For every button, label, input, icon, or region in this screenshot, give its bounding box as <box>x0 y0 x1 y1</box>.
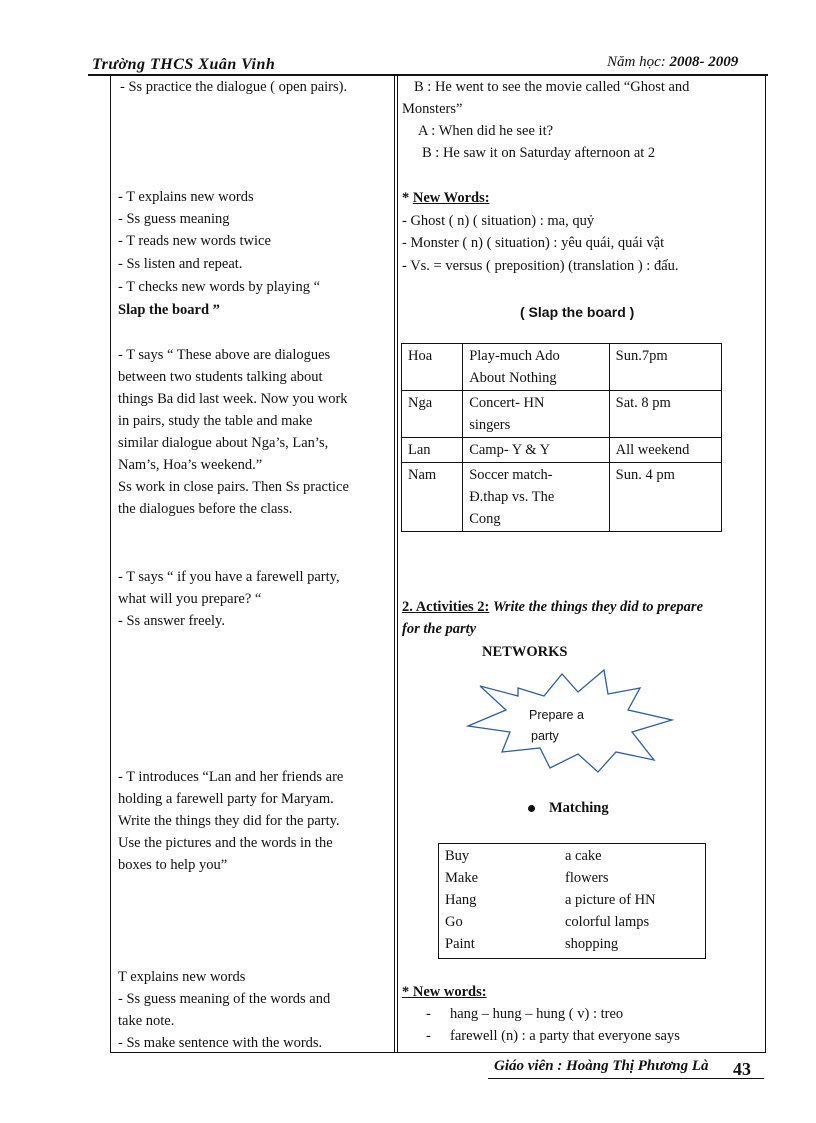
left-line: holding a farewell party for Maryam. <box>118 791 334 807</box>
year-label: Năm học: <box>607 54 666 70</box>
table-cell-time: Sun.7pm <box>609 344 721 391</box>
left-line: in pairs, study the table and make <box>118 413 313 429</box>
match-verb: Hang <box>445 892 477 908</box>
match-verb: Buy <box>445 848 470 864</box>
table-cell-name: Hoa <box>402 344 463 391</box>
vocab-dash: - <box>426 1028 431 1044</box>
match-verb: Go <box>445 914 463 930</box>
left-line: - T reads new words twice <box>118 233 271 249</box>
left-line: between two students talking about <box>118 369 323 385</box>
left-line: the dialogues before the class. <box>118 501 293 517</box>
left-line: - Ss make sentence with the words. <box>118 1035 323 1051</box>
match-object: colorful lamps <box>565 914 650 930</box>
matching-heading: Matching <box>528 797 609 819</box>
page-number: 43 <box>733 1059 751 1079</box>
slap-the-board-title: ( Slap the board ) <box>520 304 635 320</box>
weekend-table <box>401 343 722 532</box>
table-cell-name: Nam <box>402 463 463 532</box>
left-line: - Ss answer freely. <box>118 613 225 629</box>
starburst-text-2: party <box>531 729 559 743</box>
left-line: - T says “ These above are dialogues <box>118 347 331 363</box>
left-line: T explains new words <box>118 969 246 985</box>
new-words-prefix: * <box>402 190 410 206</box>
column-divider <box>394 75 395 1053</box>
starburst-text-1: Prepare a <box>529 708 584 722</box>
vocab-item: - Vs. = versus ( preposition) (translation ) : đấu. <box>402 258 679 274</box>
table-cell-name: Lan <box>402 438 463 463</box>
dialogue-line: B : He saw it on Saturday afternoon at 2 <box>422 145 656 161</box>
vocab-dash: - <box>426 1006 431 1022</box>
vocab-item: hang – hung – hung ( v) : treo <box>450 1006 624 1022</box>
match-object: a cake <box>565 848 602 864</box>
table-cell-event: Concert- HN singers <box>463 391 609 438</box>
table-cell-event: Play-much Ado About Nothing <box>463 344 609 391</box>
left-line: - Ss guess meaning of the words and <box>118 991 331 1007</box>
left-line: take note. <box>118 1013 175 1029</box>
activity-instruction: Write the things they did to prepare <box>493 599 704 615</box>
table-cell-time: All weekend <box>609 438 721 463</box>
left-line: - Ss listen and repeat. <box>118 256 243 272</box>
left-line: - Ss practice the dialogue ( open pairs). <box>120 79 348 95</box>
match-verb: Paint <box>445 936 475 952</box>
vocab-item: - Ghost ( n) ( situation) : ma, quỷ <box>402 213 595 229</box>
school-name: Trường THCS Xuân Vinh <box>92 56 276 73</box>
activity-label: 2. Activities 2: <box>402 599 490 615</box>
column-divider-inner <box>397 75 398 1053</box>
table-cell-event: Camp- Y & Y <box>463 438 609 463</box>
match-verb: Make <box>445 870 479 886</box>
dialogue-line: Monsters” <box>402 101 463 117</box>
table-row <box>402 438 722 463</box>
networks-title: NETWORKS <box>482 644 568 660</box>
left-line: Ss work in close pairs. Then Ss practice <box>118 479 349 495</box>
left-line: - T says “ if you have a farewell party, <box>118 569 340 585</box>
left-line: Nam’s, Hoa’s weekend.” <box>118 457 263 473</box>
bullet-icon <box>528 805 535 812</box>
left-line: - T explains new words <box>118 189 254 205</box>
match-object: a picture of HN <box>565 892 656 908</box>
table-cell-time: Sat. 8 pm <box>609 391 721 438</box>
table-cell-name: Nga <box>402 391 463 438</box>
new-words-heading <box>402 187 490 209</box>
left-line: - Ss guess meaning <box>118 211 230 227</box>
left-line: - T checks new words by playing “ <box>118 279 321 295</box>
dialogue-line: A : When did he see it? <box>418 123 554 139</box>
footer-rule <box>488 1078 764 1079</box>
new-words-heading-2: * New words: <box>402 984 487 1000</box>
left-line: Write the things they did for the party. <box>118 813 340 829</box>
left-line: Slap the board ” <box>118 302 220 318</box>
table-cell-time: Sun. 4 pm <box>609 463 721 532</box>
table-row <box>402 463 722 532</box>
activity-instruction-cont: for the party <box>402 621 477 637</box>
new-words-title: New Words: <box>412 190 490 206</box>
left-line: - T introduces “Lan and her friends are <box>118 769 344 785</box>
vocab-item: - Monster ( n) ( situation) : yêu quái, quái vật <box>402 235 665 251</box>
left-line: what will you prepare? “ <box>118 591 262 607</box>
left-line: boxes to help you” <box>118 857 228 873</box>
activity-heading <box>402 596 703 618</box>
left-line: similar dialogue about Nga’s, Lan’s, <box>118 435 329 451</box>
school-year <box>607 54 738 71</box>
vocab-item: farewell (n) : a party that everyone says <box>450 1028 680 1044</box>
match-object: flowers <box>565 870 609 886</box>
teacher-name: Giáo viên : Hoàng Thị Phương Là <box>494 1058 709 1074</box>
dialogue-line: B : He went to see the movie called “Ghost and <box>414 79 690 95</box>
left-line: Use the pictures and the words in the <box>118 835 333 851</box>
left-line: things Ba did last week. Now you work <box>118 391 348 407</box>
table-cell-event: Soccer match- Đ.thap vs. The Cong <box>463 463 609 532</box>
year-value: 2008- 2009 <box>669 54 739 70</box>
table-row <box>402 344 722 391</box>
match-object: shopping <box>565 936 619 952</box>
table-row <box>402 391 722 438</box>
